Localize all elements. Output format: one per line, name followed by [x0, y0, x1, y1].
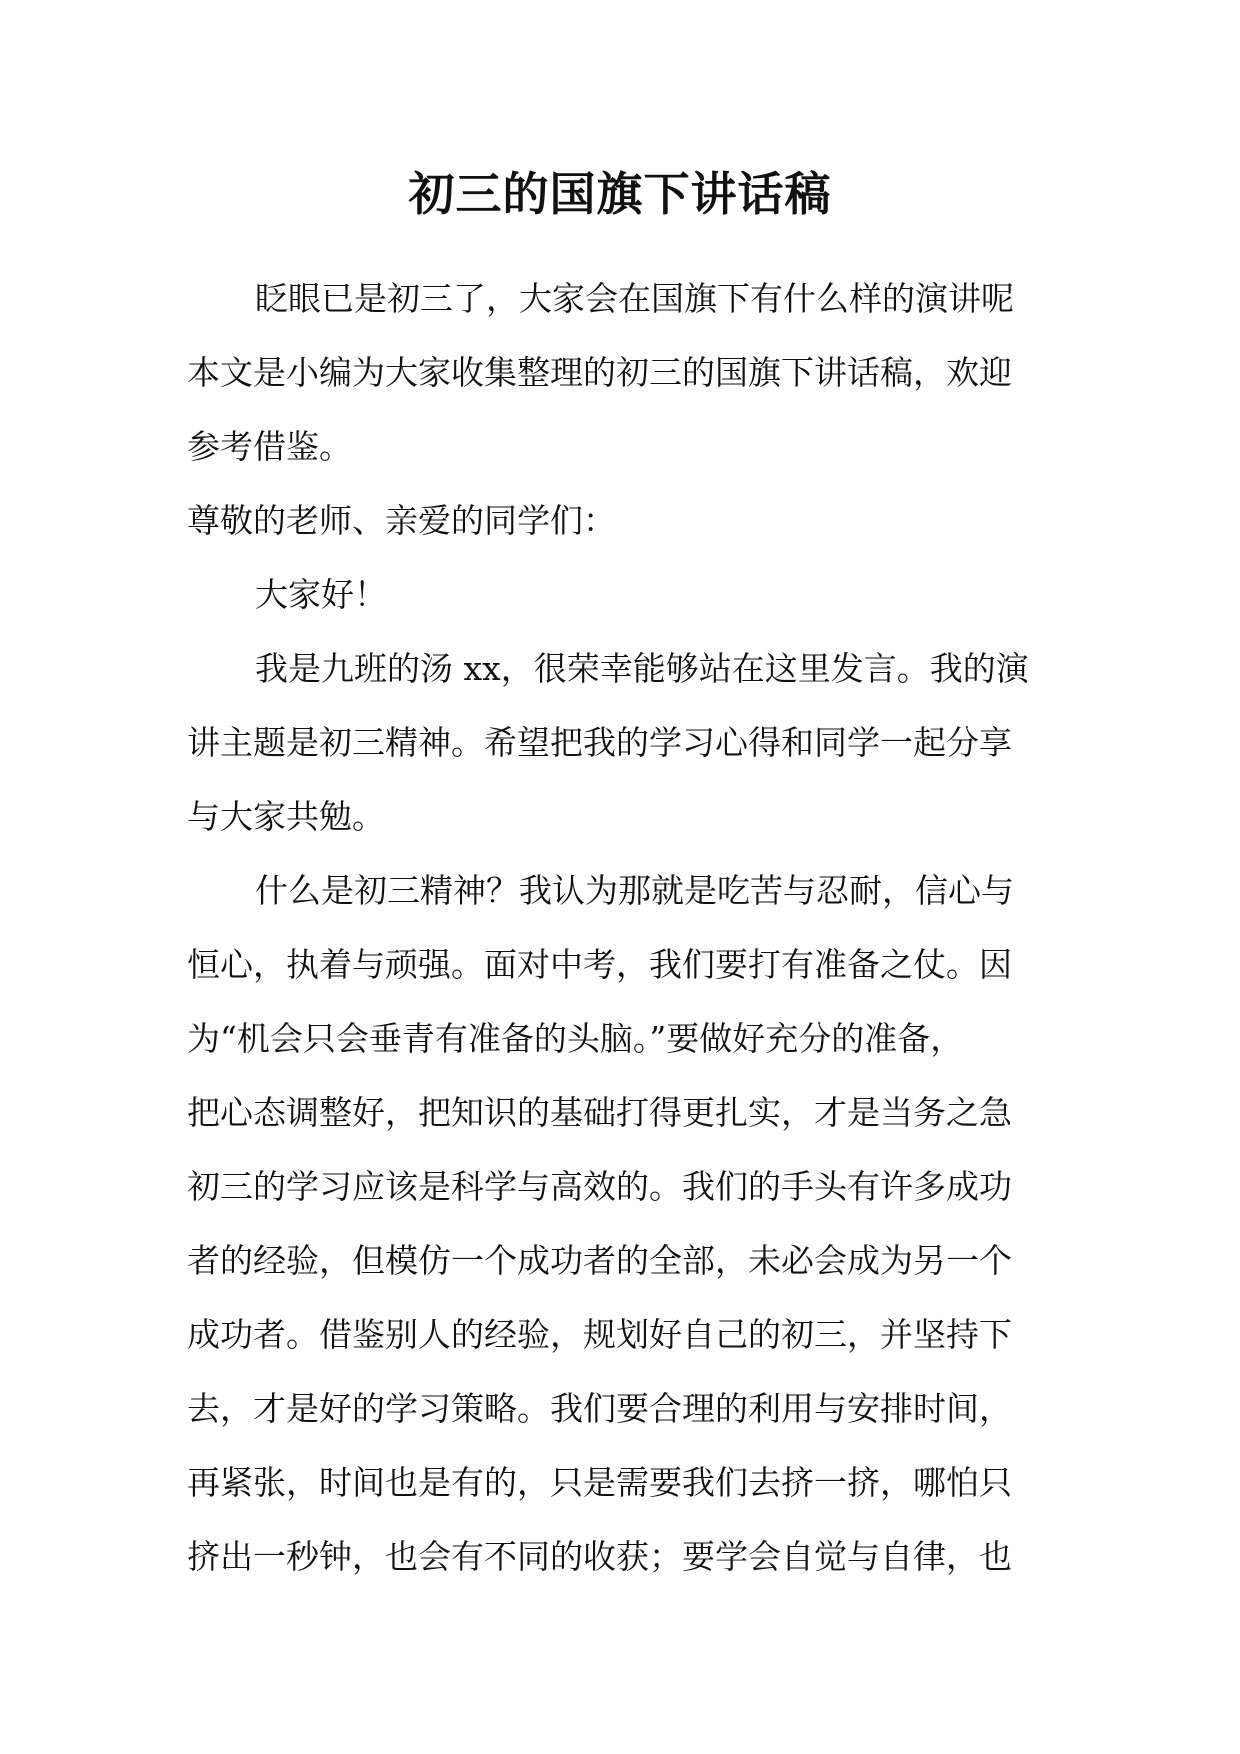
paragraph-line: 成功者。借鉴别人的经验，规划好自己的初三，并坚持下: [187, 1315, 1012, 1354]
paragraph-line: 为“机会只会垂青有准备的头脑。”要做好充分的准备，: [187, 1019, 964, 1058]
paragraph-line: 者的经验，但模仿一个成功者的全部，未必会成为另一个: [187, 1241, 1012, 1280]
paragraph-line: 眨眼已是初三了，大家会在国旗下有什么样的演讲呢: [255, 279, 1014, 318]
paragraph-line: 去，才是好的学习策略。我们要合理的利用与安排时间，: [187, 1389, 1012, 1428]
paragraph-line: 挤出一秒钟，也会有不同的收获；要学会自觉与自律，也: [187, 1537, 1012, 1576]
paragraph-line: 本文是小编为大家收集整理的初三的国旗下讲话稿，欢迎: [187, 353, 1012, 392]
greeting-line: 大家好！: [255, 575, 387, 614]
paragraph-line: 参考借鉴。: [187, 427, 352, 466]
paragraph-line: 讲主题是初三精神。希望把我的学习心得和同学一起分享: [187, 723, 1012, 762]
paragraph-line: 什么是初三精神？我认为那就是吃苦与忍耐，信心与: [255, 871, 1014, 910]
paragraph-line: 初三的学习应该是科学与高效的。我们的手头有许多成功: [187, 1167, 1012, 1206]
paragraph-line: 把心态调整好，把知识的基础打得更扎实，才是当务之急: [187, 1093, 1012, 1132]
paragraph-line: 与大家共勉。: [187, 797, 385, 836]
document-title: 初三的国旗下讲话稿: [408, 167, 832, 221]
paragraph-line: 恒心，执着与顽强。面对中考，我们要打有准备之仗。因: [187, 945, 1012, 984]
document-body: [187, 262, 1053, 1594]
paragraph-line: 我是九班的汤 xx，很荣幸能够站在这里发言。我的演: [255, 649, 1029, 688]
salutation-line: 尊敬的老师、亲爱的同学们：: [187, 501, 616, 540]
paragraph-line: 再紧张，时间也是有的，只是需要我们去挤一挤，哪怕只: [187, 1463, 1012, 1502]
